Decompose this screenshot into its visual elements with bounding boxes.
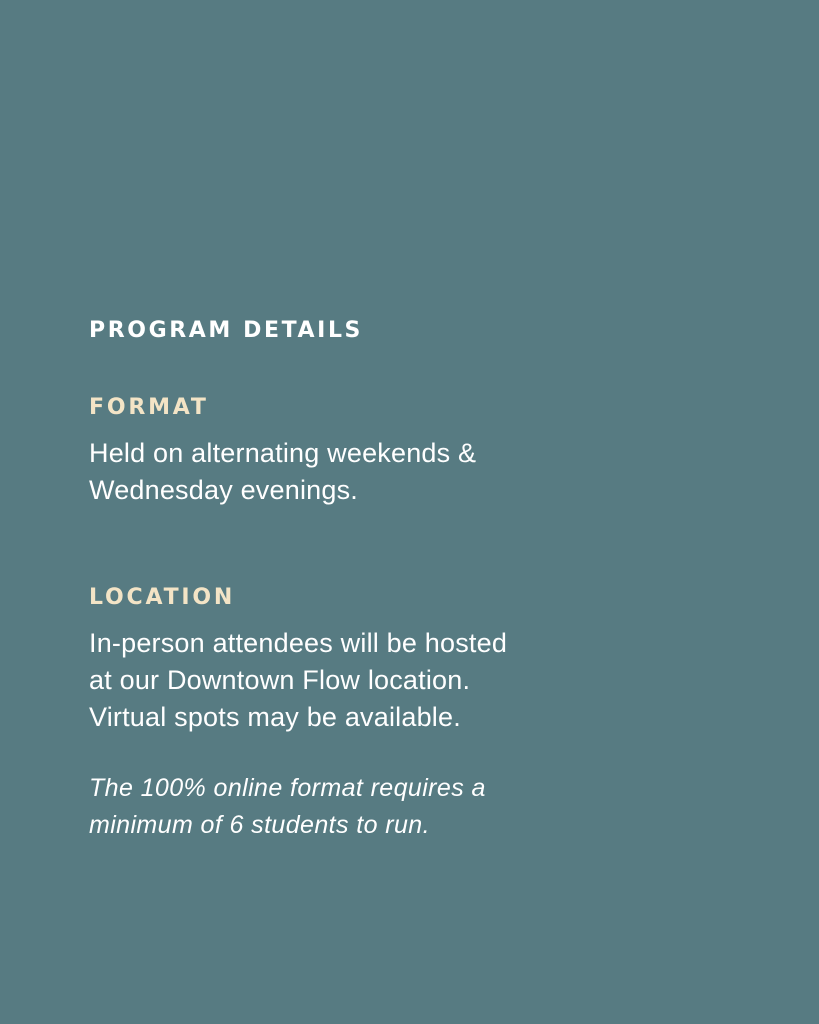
format-section [89, 393, 609, 509]
location-line-2: at our Downtown Flow location. [89, 665, 471, 695]
online-note-line-2: minimum of 6 students to run. [89, 811, 430, 839]
location-heading: LOCATION [89, 585, 236, 610]
online-format-note [89, 770, 609, 844]
location-line-3: Virtual spots may be available. [89, 702, 461, 732]
page-title: PROGRAM DETAILS [89, 318, 364, 343]
location-description [89, 625, 609, 736]
format-line-2: Wednesday evenings. [89, 475, 358, 505]
format-line-1: Held on alternating weekends & [89, 438, 477, 468]
format-heading: FORMAT [89, 395, 209, 420]
program-details-content [89, 316, 609, 839]
format-description [89, 435, 609, 509]
online-note-line-1: The 100% online format requires a [89, 774, 486, 802]
location-section [89, 583, 609, 844]
location-line-1: In-person attendees will be hosted [89, 628, 508, 658]
